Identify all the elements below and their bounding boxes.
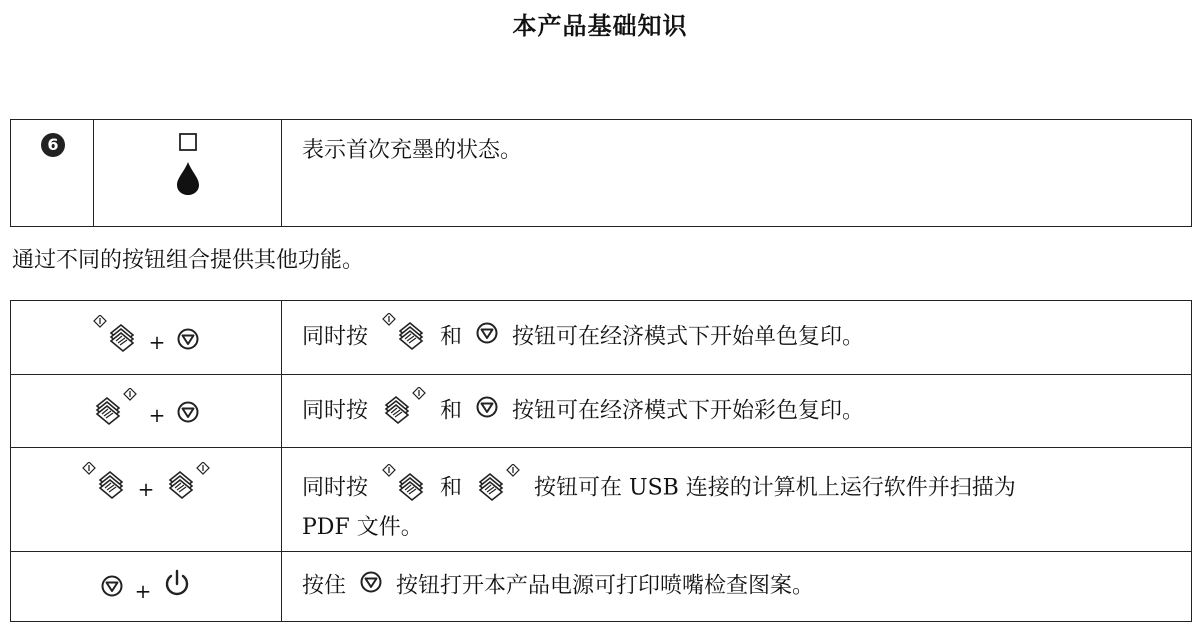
color-copy-icon [381, 387, 427, 436]
plus-sign: + [134, 578, 152, 603]
page-title: 本产品基础知识 [512, 12, 688, 40]
mono-copy-icon [92, 315, 138, 361]
number-cell [11, 120, 94, 227]
status-description: 表示首次充墨的状态。 [282, 120, 1192, 227]
plus-sign: + [148, 329, 166, 354]
combo-description: 同时按 和 按钮可在经济模式下开始彩色复印。 [282, 375, 1192, 448]
mono-copy-icon [81, 462, 127, 508]
stop-icon [475, 395, 499, 428]
color-copy-icon [475, 464, 521, 513]
table-row [11, 552, 1192, 622]
combo-description: 按住 按钮打开本产品电源可打印喷嘴检查图案。 [282, 552, 1192, 622]
number-badge: 6 [41, 133, 65, 157]
stop-icon [176, 323, 200, 353]
power-icon [162, 568, 192, 606]
table-row [11, 448, 1192, 552]
stop-icon [100, 572, 124, 602]
table-row [11, 301, 1192, 375]
plus-sign: + [148, 403, 166, 427]
stop-icon [359, 570, 383, 603]
status-icon-cell [94, 120, 282, 227]
color-copy-icon [165, 462, 211, 508]
button-combination-table [10, 300, 1192, 622]
combo-cell [11, 448, 282, 552]
square-icon [178, 132, 198, 152]
stop-icon [176, 396, 200, 426]
color-copy-icon [92, 388, 138, 434]
mono-copy-icon [381, 313, 427, 362]
intro-text: 通过不同的按钮组合提供其他功能。 [12, 248, 365, 273]
plus-sign: + [137, 477, 155, 501]
combo-description: 同时按 和 按钮可在经济模式下开始单色复印。 [282, 301, 1192, 375]
stop-icon [475, 321, 499, 354]
table-row [11, 375, 1192, 448]
mono-copy-icon [381, 464, 427, 513]
combo-cell [11, 375, 282, 448]
combo-cell [11, 552, 282, 622]
status-table [10, 119, 1192, 227]
combo-description: 同时按 和 按钮可在 USB 连接的计算机上运行软件并扫描为 PDF 文件。 [282, 448, 1192, 552]
combo-cell [11, 301, 282, 375]
ink-drop-icon [174, 160, 202, 196]
